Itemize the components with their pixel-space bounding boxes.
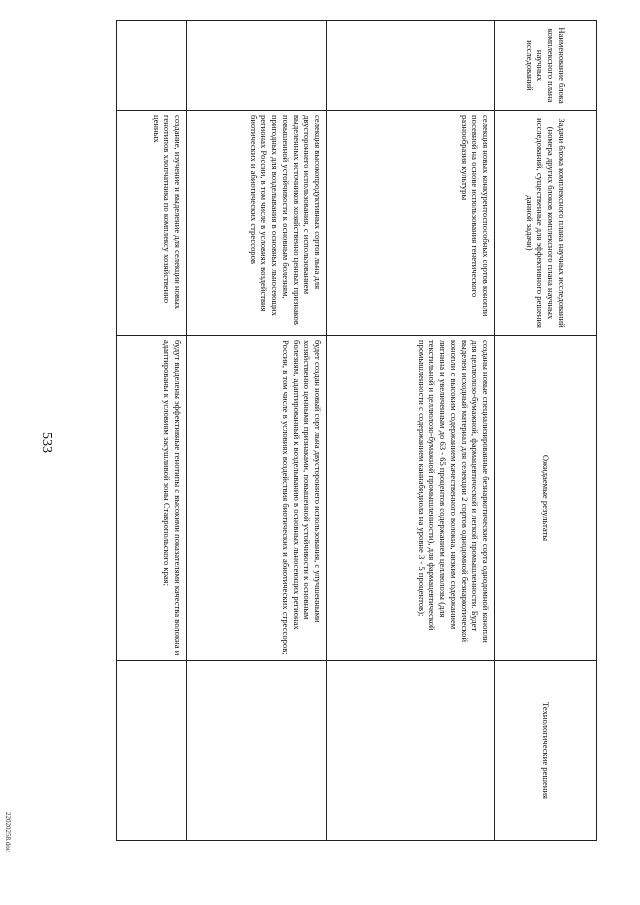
row-result-cell: будет создан новый сорт льна двустороннего использования, с улучшенными хозяйственно ценными признаками, повышенной устойчивости к основным болезням, адаптированный к возделыванию в основных льносеющих регионах России, в том числе в условиях воздействия биотических и абиотических стрессоров;	[187, 336, 327, 661]
rotated-table-container	[77, 20, 597, 840]
row-task-cell: создание, изучение и выделение для селекции новых генотипов хлопчатника по комплексу хозяйственно ценных	[117, 111, 187, 336]
row-task-cell: селекция высокопродуктивных сортов льна для двустороннего использования, с использованием выделенных источников хозяйственно ценных признаков повышенной устойчивости к основным болезням, пригодных для возделывания в основных льносеющих регионах России, в том числе в условиях воздействия биотических и абиотических стрессоров	[187, 111, 327, 336]
page-number: 533	[39, 432, 54, 453]
table-row	[327, 21, 495, 841]
row-name-cell	[187, 21, 327, 111]
table-header-row	[495, 21, 597, 841]
row-result-cell: будут выделены эффективные генотипы с высокими показателями качества волокна и адаптированы к условиям засушливой зоны Ставропольского края;	[117, 336, 187, 661]
table-row	[117, 21, 187, 841]
row-task-cell: селекция новых конкурентоспособных сортов конопли посевной на основе использования генетического разнообразия культуры	[327, 111, 495, 336]
row-tech-cell	[327, 661, 495, 841]
header-block-name: Наименование блока комплексного плана научных исследований	[495, 21, 597, 111]
header-tech-solutions: Технологические решения	[495, 661, 597, 841]
header-expected-results: Ожидаемые результаты	[495, 336, 597, 661]
row-tech-cell	[117, 661, 187, 841]
research-plan-table	[116, 20, 597, 841]
row-result-cell: созданы новые специализированные безнаркотические сорта однодомной конопли для целлюлозо-бумажной, фармацевтической и легкой промышленности. Будет выделен исходный материал для селекции 2 сортов однодомной безнаркотической конопли с высоким содержанием качественного волокна, низким содержанием лигнина и увеличенным до 63 - 65 процентов содержанием целлюлозы (для текстильной и целлюлозо-бумажной промышленности), для фармацевтической промышленности с содержанием каннабидиола на уровне 3 - 5 процентов);	[327, 336, 495, 661]
header-block-tasks: Задачи блока комплексного плана научных исследований (номера других блоков комплексного плана научных исследований, существенные для эффективного решения данной задачи)	[495, 111, 597, 336]
file-name: 22020258.doc	[4, 812, 12, 852]
table-row	[187, 21, 327, 841]
row-name-cell	[117, 21, 187, 111]
row-tech-cell	[187, 661, 327, 841]
row-name-cell	[327, 21, 495, 111]
